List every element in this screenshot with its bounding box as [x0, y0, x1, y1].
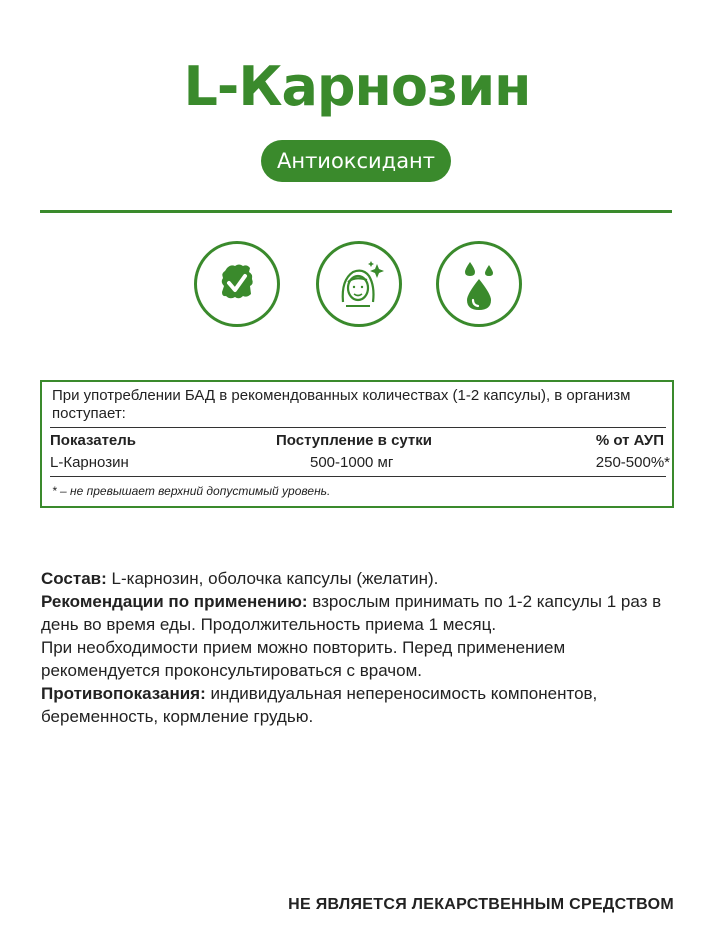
category-badge: Антиоксидант [261, 140, 451, 182]
footnote: * – не превышает верхний допустимый уровень. [52, 484, 331, 498]
usage-line [41, 590, 671, 636]
header-daily-intake: Поступление в сутки [276, 432, 433, 449]
table-bottom-line [50, 476, 666, 477]
usage-line-2 [41, 636, 671, 682]
usage-text-2: При необходимости прием можно повторить. Перед применением рекомендуется проконсультироваться с врачом. [41, 638, 566, 680]
woman-face-sparkle-icon [316, 241, 402, 327]
cell-daily-amount: 500-1000 мг [310, 454, 394, 471]
cell-aup-percent: 250-500%* [595, 454, 670, 471]
composition-label: Состав: [41, 569, 107, 588]
usage-text: взрослым принимать по 1-2 капсулы 1 раз в день во время еды. Продолжительность приема 1 месяц. [41, 592, 662, 634]
table-top-line [50, 427, 666, 428]
water-drops-icon [436, 241, 522, 327]
composition-text: L-карнозин, оболочка капсулы (желатин). [106, 569, 439, 588]
intake-table-box [40, 380, 674, 508]
usage-label: Рекомендации по применению: [41, 592, 308, 611]
product-description [41, 567, 671, 728]
composition-line [41, 567, 671, 590]
disclaimer: НЕ ЯВЛЯЕТСЯ ЛЕКАРСТВЕННЫМ СРЕДСТВОМ [288, 896, 674, 913]
contraindications-text: индивидуальная непереносимость компонентов, беременность, кормление грудью. [41, 684, 598, 726]
contraindications-line [41, 682, 671, 728]
intake-intro: При употреблении БАД в рекомендованных количествах (1-2 капсулы), в организм поступает: [52, 387, 631, 422]
cell-substance: L-Карнозин [50, 454, 129, 471]
header-aup-percent: % от АУП [595, 432, 664, 449]
header-indicator: Показатель [50, 432, 137, 449]
product-title: L-Карнозин [183, 55, 531, 118]
skin-leather-check-icon [194, 241, 280, 327]
contraindications-label: Противопоказания: [41, 684, 206, 703]
divider [40, 210, 672, 213]
